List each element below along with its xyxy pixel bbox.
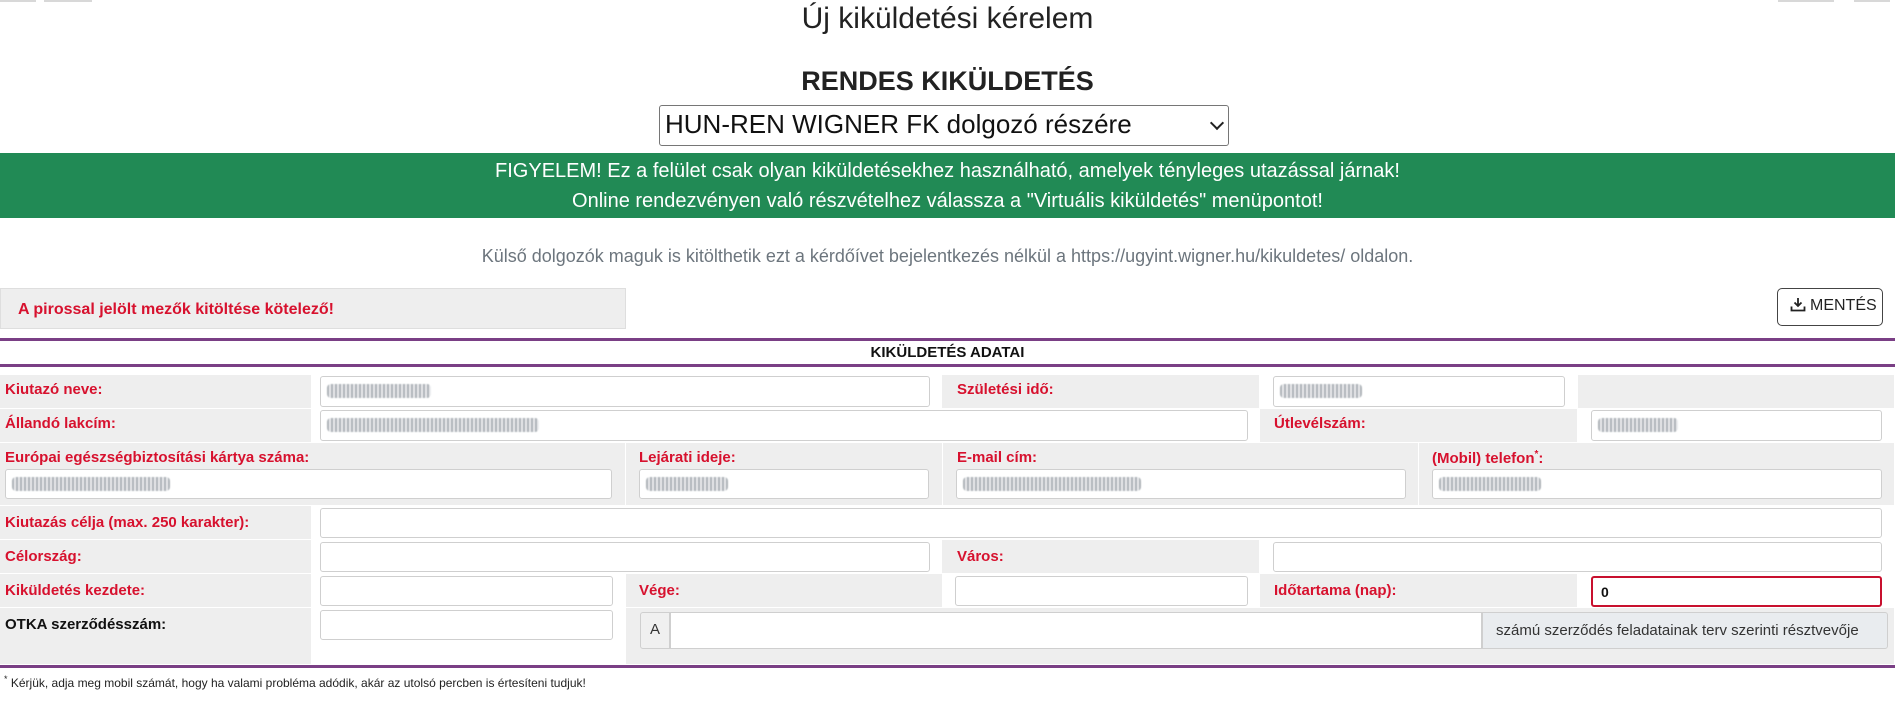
birth-date-label-cell: [942, 375, 1260, 409]
purpose-cell: [312, 506, 1895, 540]
otka-label: OTKA szerződésszám:: [5, 616, 167, 633]
passport-input[interactable]: [1591, 410, 1882, 441]
banner-line-1: FIGYELEM! Ez a felület csak olyan kiküldetésekhez használható, amelyek tényleges utazással járnak!: [495, 160, 1400, 182]
otka-cell: [312, 608, 626, 665]
email-cell: [943, 443, 1419, 506]
address-label-cell: [0, 409, 312, 443]
warning-banner: [0, 153, 1895, 218]
phone-input[interactable]: [1432, 469, 1882, 499]
traveler-name-label-cell: [0, 375, 312, 409]
contract-cell: [626, 608, 1895, 665]
city-cell: [1260, 540, 1895, 574]
passport-cell: [1578, 409, 1895, 443]
city-label-cell: [942, 540, 1260, 574]
email-input[interactable]: [956, 469, 1406, 499]
ehic-input[interactable]: [5, 469, 612, 499]
employee-type-select[interactable]: [659, 105, 1229, 146]
end-label: Vége:: [639, 582, 680, 599]
banner-line-2: Online rendezvényen való részvételhez válassza a "Virtuális kiküldetés" menüpontot!: [572, 190, 1323, 212]
redacted-value: [1280, 384, 1362, 398]
save-button[interactable]: [1777, 288, 1883, 326]
phone-label: (Mobil) telefon*:: [1432, 449, 1544, 467]
footnote: * Kérjük, adja meg mobil számát, hogy ha valami probléma adódik, akár az utolsó percben is értesíteni tudjuk!: [4, 674, 586, 690]
duration-input[interactable]: 0: [1591, 576, 1882, 607]
redacted-value: [327, 384, 431, 398]
start-cell: [312, 574, 626, 608]
section-title: KIKÜLDETÉS ADATAI: [870, 344, 1025, 361]
contract-prefix: A: [640, 612, 670, 649]
section-divider-top: [0, 338, 1895, 341]
redacted-value: [646, 477, 728, 491]
country-cell: [312, 540, 942, 574]
address-cell: [312, 409, 1260, 443]
redacted-value: [1598, 418, 1678, 432]
expiry-input[interactable]: [639, 469, 929, 499]
save-label: MENTÉS: [1810, 297, 1877, 314]
address-label: Állandó lakcím:: [5, 415, 116, 432]
ehic-label: Európai egészségbiztosítási kártya száma:: [5, 449, 310, 466]
end-cell: [943, 574, 1260, 608]
phone-cell: [1419, 443, 1895, 506]
section-divider-bottom: [0, 665, 1895, 668]
start-label-cell: [0, 574, 312, 608]
end-date-input[interactable]: [955, 576, 1248, 606]
download-icon: [1790, 297, 1806, 312]
duration-label: Időtartama (nap):: [1274, 582, 1397, 599]
info-text: Külső dolgozók maguk is kitölthetik ezt a kérdőívet bejelentkezés nélkül a https://ugyint.wigner.hu/kikuldetes/ oldalon.: [481, 246, 1414, 266]
empty-cell: [1578, 375, 1895, 409]
country-label: Célország:: [5, 548, 82, 565]
end-label-cell: [626, 574, 943, 608]
select-value: HUN-REN WIGNER FK dolgozó részére: [665, 109, 1132, 139]
redacted-value: [963, 477, 1141, 491]
purpose-input[interactable]: [320, 508, 1882, 538]
passport-label: Útlevélszám:: [1274, 415, 1366, 432]
ehic-cell: [0, 443, 626, 506]
traveler-name-cell: [312, 375, 942, 409]
expiry-cell: [626, 443, 943, 506]
passport-label-cell: [1260, 409, 1578, 443]
start-label: Kiküldetés kezdete:: [5, 582, 146, 599]
birth-date-label: Születési idő:: [957, 381, 1054, 398]
birth-date-cell: [1260, 375, 1578, 409]
chevron-down-icon: [1210, 116, 1224, 130]
traveler-name-input[interactable]: [320, 376, 930, 407]
city-label: Város:: [957, 548, 1004, 565]
redacted-value: [327, 418, 539, 432]
otka-label-cell: [0, 608, 312, 665]
country-label-cell: [0, 540, 312, 574]
purpose-label: Kiutazás célja (max. 250 karakter):: [5, 514, 250, 531]
required-note: A pirossal jelölt mezők kitöltése kötelező!: [0, 288, 626, 329]
redacted-value: [1439, 477, 1541, 491]
contract-suffix: számú szerződés feladatainak terv szerinti résztvevője: [1482, 612, 1888, 649]
page-subtitle: RENDES KIKÜLDETÉS: [801, 66, 1094, 96]
city-input[interactable]: [1273, 542, 1882, 572]
page-title: Új kiküldetési kérelem: [801, 2, 1094, 35]
otka-input[interactable]: [320, 610, 613, 640]
expiry-label: Lejárati ideje:: [639, 449, 736, 466]
birth-date-input[interactable]: [1273, 376, 1565, 407]
start-date-input[interactable]: [320, 576, 613, 606]
traveler-name-label: Kiutazó neve:: [5, 381, 103, 398]
address-input[interactable]: [320, 410, 1248, 441]
redacted-value: [12, 477, 170, 491]
email-label: E-mail cím:: [957, 449, 1038, 466]
duration-cell: [1578, 574, 1895, 608]
country-input[interactable]: [320, 542, 930, 572]
duration-label-cell: [1260, 574, 1578, 608]
contract-input[interactable]: [670, 612, 1482, 649]
section-divider: [0, 364, 1895, 367]
purpose-label-cell: [0, 506, 312, 540]
